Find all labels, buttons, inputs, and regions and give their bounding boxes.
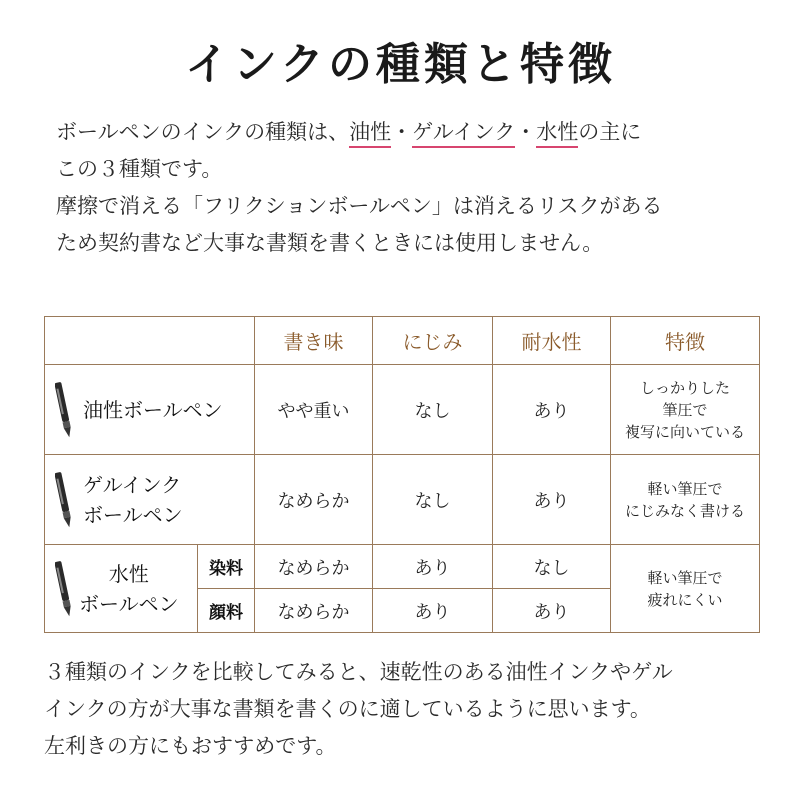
oil-water-resistance: あり xyxy=(493,365,611,455)
oil-writing-feel: やや重い xyxy=(255,365,373,455)
pen-icon xyxy=(55,470,71,530)
table-row-water-dye xyxy=(45,545,760,589)
water-pigment-label: 顔料 xyxy=(198,589,255,633)
oil-bleed: なし xyxy=(373,365,493,455)
underlined-water: 水性 xyxy=(536,120,578,148)
outro-line-2: インクの方が大事な書類を書くのに適しているように思います。 xyxy=(44,697,651,721)
header-bleed: にじみ xyxy=(373,317,493,365)
pen-icon xyxy=(55,559,71,619)
water-pen-label: 水性 ボールペン xyxy=(79,561,179,616)
ink-comparison-table xyxy=(44,316,760,633)
water-feature: 軽い筆圧で 疲れにくい xyxy=(611,545,760,633)
gel-bleed: なし xyxy=(373,455,493,545)
intro-line-3: 摩擦で消える「フリクションボールペン」は消えるリスクがある xyxy=(56,194,663,218)
intro-line-4: ため契約書など大事な書類を書くときには使用しません。 xyxy=(56,231,604,255)
gel-pen-label: ゲルインク ボールペン xyxy=(83,472,183,527)
gel-water-resistance: あり xyxy=(493,455,611,545)
oil-feature: しっかりした 筆圧で 複写に向いている xyxy=(611,365,760,455)
oil-name-cell xyxy=(45,365,255,455)
header-writing-feel: 書き味 xyxy=(255,317,373,365)
header-feature: 特徴 xyxy=(611,317,760,365)
water-pigment-bleed: あり xyxy=(373,589,493,633)
water-dye-label: 染料 xyxy=(198,545,255,589)
outro-paragraph xyxy=(44,654,774,765)
water-name-cell xyxy=(45,545,198,633)
water-dye-bleed: あり xyxy=(373,545,493,589)
outro-line-1: ３種類のインクを比較してみると、速乾性のある油性インクやゲル xyxy=(44,660,673,684)
intro-line-1: ボールペンのインクの種類は、油性・ゲルインク・水性の主に xyxy=(56,114,776,151)
header-empty xyxy=(45,317,255,365)
underlined-gel: ゲルインク xyxy=(412,120,515,148)
table-row-gel xyxy=(45,455,760,545)
pen-icon xyxy=(55,380,71,440)
water-dye-writing-feel: なめらか xyxy=(255,545,373,589)
intro-line-2: この３種類です。 xyxy=(56,157,223,181)
gel-writing-feel: なめらか xyxy=(255,455,373,545)
water-pigment-writing-feel: なめらか xyxy=(255,589,373,633)
table-row-oil xyxy=(45,365,760,455)
table-header-row xyxy=(45,317,760,365)
oil-pen-label: 油性ボールペン xyxy=(83,397,223,422)
header-water-resistance: 耐水性 xyxy=(493,317,611,365)
page-title: インクの種類と特徴 xyxy=(184,39,617,90)
water-dye-water-resistance: なし xyxy=(493,545,611,589)
gel-feature: 軽い筆圧で にじみなく書ける xyxy=(611,455,760,545)
water-pigment-water-resistance: あり xyxy=(493,589,611,633)
outro-line-3: 左利きの方にもおすすめです。 xyxy=(44,734,337,758)
gel-name-cell xyxy=(45,455,255,545)
underlined-oil: 油性 xyxy=(349,120,391,148)
intro-paragraph xyxy=(56,114,776,262)
